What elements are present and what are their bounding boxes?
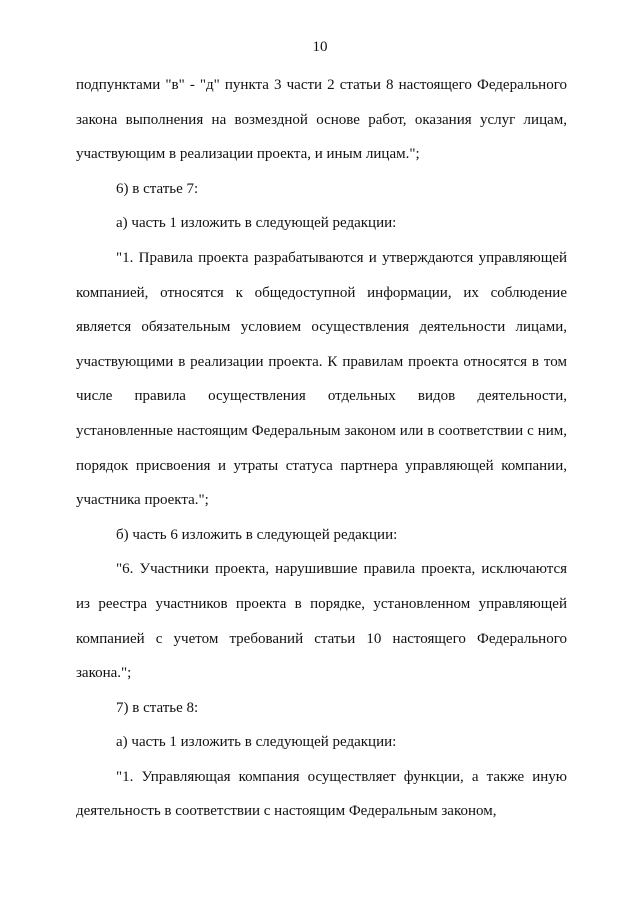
- paragraph-subitem-b: б) часть 6 изложить в следующей редакции:: [116, 526, 398, 543]
- paragraph-quote-part-1: "1. Правила проекта разрабатываются и утверждаются управляющей компанией, относятся к общедоступной информации, их соблюдение является обязательным условием осуществления деятельности лицами, участвующими в реализации проекта. К правилам проекта относятся в том числе правила осуществления отдельных видов деятельности, установленные настоящим Федеральным законом или в соответствии с ним, порядок присвоения и утраты статуса партнера управляющей компании, участника проекта.";: [76, 249, 567, 509]
- document-body: [76, 68, 567, 829]
- page-number: 10: [312, 39, 328, 55]
- paragraph-continuation: подпунктами "в" - "д" пункта 3 части 2 статьи 8 настоящего Федерального закона выполнения на возмездной основе работ, оказания услуг лицам, участвующим в реализации проекта, и иным лицам.";: [76, 77, 567, 163]
- paragraph-subitem-a-2: а) часть 1 изложить в следующей редакции:: [116, 734, 397, 751]
- paragraph-item-6: 6) в статье 7:: [116, 180, 199, 197]
- paragraph-item-7: 7) в статье 8:: [116, 699, 199, 716]
- paragraph-subitem-a: а) часть 1 изложить в следующей редакции:: [116, 215, 397, 232]
- paragraph-quote-part-6: "6. Участники проекта, нарушившие правила проекта, исключаются из реестра участников проекта в порядке, установленном управляющей компанией с учетом требований статьи 10 настоящего Федерального закона.";: [76, 561, 567, 682]
- paragraph-quote-part-1-b: "1. Управляющая компания осуществляет функции, а также иную деятельность в соответствии с настоящим Федеральным законом,: [76, 768, 567, 820]
